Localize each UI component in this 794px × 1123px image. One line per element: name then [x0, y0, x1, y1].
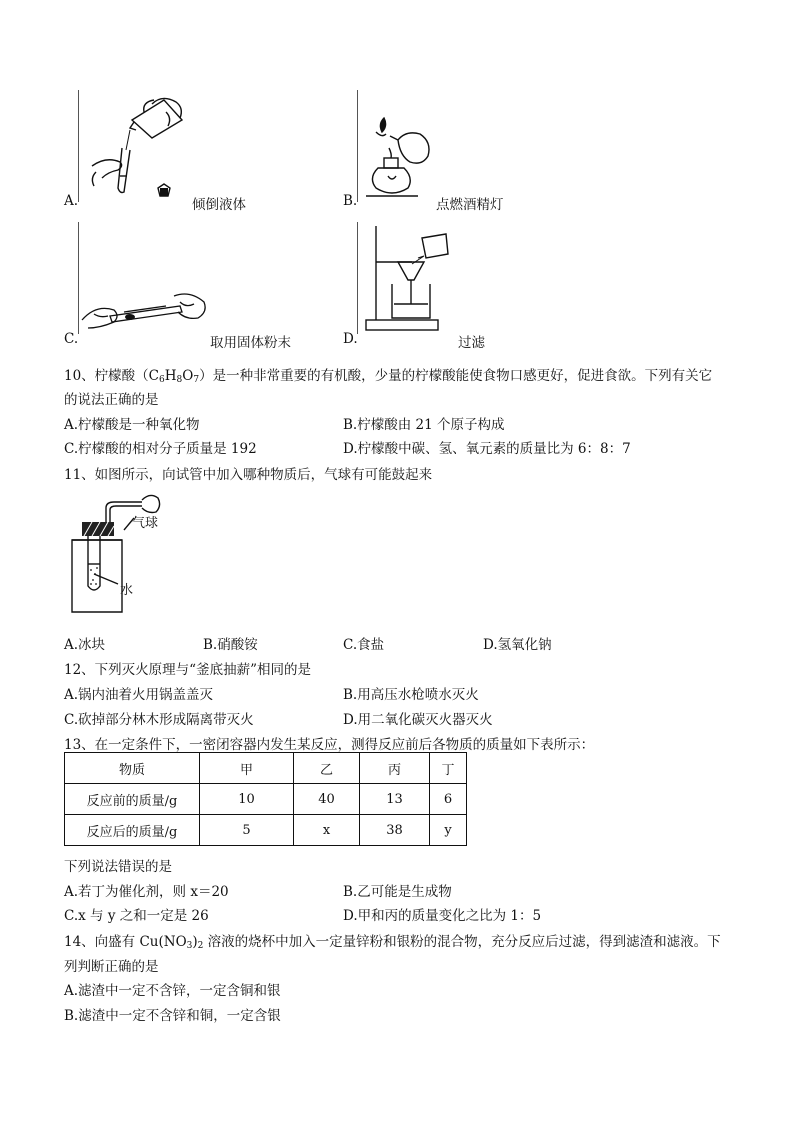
table-cell: y: [430, 815, 467, 846]
balloon-apparatus-figure: [64, 488, 174, 618]
q13-option-b: B.乙可能是生成物: [343, 884, 452, 900]
q9-option-a-caption: 倾倒液体: [192, 197, 246, 213]
take-solid-powder-figure: [80, 290, 210, 336]
q9-option-b-caption: 点燃酒精灯: [436, 197, 504, 213]
table-header: 甲: [200, 753, 294, 784]
figure-border: [78, 90, 79, 202]
q10-option-d: D.柠檬酸中碳、氢、氧元素的质量比为 6：8：7: [343, 441, 631, 457]
q9-option-a-letter: A.: [64, 193, 79, 209]
q9-option-c-letter: C.: [64, 331, 79, 347]
q14-stem-line1: 14、向盛有 $Cu(NO_3)_2$ 溶液的烧杯中加入一定量锌粉和银粉的混合物，充分反应后过滤，得到滤渣和滤液。下: [64, 934, 721, 951]
filtration-figure: [362, 224, 452, 338]
balloon-label: 气球: [132, 516, 159, 531]
table-header: 乙: [294, 753, 360, 784]
q9-option-d-caption: 过滤: [458, 335, 485, 351]
q11-option-a: A.冰块: [64, 637, 106, 653]
q9-option-d-letter: D.: [343, 331, 358, 347]
mass-table: [64, 752, 467, 846]
q13-stem: 13、在一定条件下，一密闭容器内发生某反应，测得反应前后各物质的质量如下表所示：: [64, 737, 595, 753]
q10-stem-line1: 10、柠檬酸$(C_6H_8O_7)$是一种非常重要的有机酸，少量的柠檬酸能使食物口感更好，促进食欲。下列有关它: [64, 368, 713, 385]
q11-stem: 11、如图所示，向试管中加入哪种物质后，气球有可能鼓起来: [64, 467, 433, 483]
q10-option-b: B.柠檬酸由 21 个原子构成: [343, 417, 505, 433]
table-cell: 6: [430, 784, 467, 815]
table-cell: 反应后的质量/g: [65, 815, 200, 846]
table-header-row: [65, 753, 467, 784]
q10-option-c: C.柠檬酸的相对分子质量是 192: [64, 441, 257, 457]
q14-option-a: A.滤渣中一定不含锌，一定含铜和银: [64, 983, 281, 999]
q13-option-d: D.甲和丙的质量变化之比为 1：5: [343, 908, 542, 924]
q11-option-d: D.氢氧化钠: [483, 637, 552, 653]
q12-option-c: C.砍掉部分林木形成隔离带灭火: [64, 712, 254, 728]
light-alcohol-lamp-figure: [362, 112, 442, 204]
water-label: 水: [120, 583, 134, 598]
q11-option-b: B.硝酸铵: [203, 637, 258, 653]
q9-option-c-caption: 取用固体粉末: [210, 335, 291, 351]
q12-option-b: B.用高压水枪喷水灭火: [343, 687, 479, 703]
q13-option-c: C.x 与 y 之和一定是 26: [64, 908, 209, 924]
table-cell: 40: [294, 784, 360, 815]
table-cell: 反应前的质量/g: [65, 784, 200, 815]
figure-border: [357, 90, 358, 202]
table-cell: x: [294, 815, 360, 846]
table-cell: 10: [200, 784, 294, 815]
pour-liquid-figure: [84, 92, 194, 204]
table-cell: 5: [200, 815, 294, 846]
q11-option-c: C.食盐: [343, 637, 385, 653]
q14-option-b: B.滤渣中一定不含锌和铜，一定含银: [64, 1008, 281, 1024]
figure-border: [357, 222, 358, 334]
q13-option-a: A.若丁为催化剂，则 x＝20: [64, 884, 229, 900]
table-header: 丁: [430, 753, 467, 784]
q14-stem-line2: 列判断正确的是: [64, 959, 159, 975]
table-cell: 38: [360, 815, 430, 846]
q12-stem: 12、下列灭火原理与“釜底抽薪”相同的是: [64, 662, 311, 678]
table-row: [65, 784, 467, 815]
q12-option-d: D.用二氧化碳灭火器灭火: [343, 712, 493, 728]
q9-option-b-letter: B.: [343, 193, 358, 209]
table-cell: 13: [360, 784, 430, 815]
q10-option-a: A.柠檬酸是一种氧化物: [64, 417, 200, 433]
q12-option-a: A.锅内油着火用锅盖盖灭: [64, 687, 214, 703]
q13-after-text: 下列说法错误的是: [64, 859, 172, 875]
table-header: 丙: [360, 753, 430, 784]
table-header: 物质: [65, 753, 200, 784]
q10-stem-line2: 的说法正确的是: [64, 392, 159, 408]
table-row: [65, 815, 467, 846]
figure-border: [78, 222, 79, 334]
